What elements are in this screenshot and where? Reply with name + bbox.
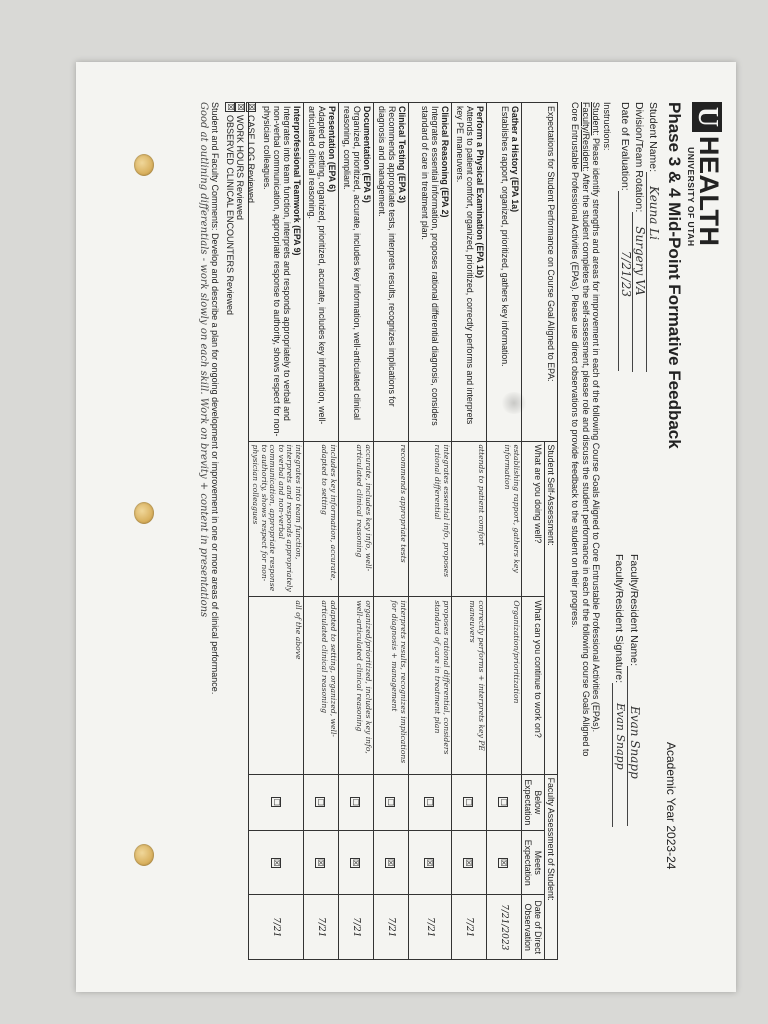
observation-date-cell[interactable]: 7/21 [249, 895, 304, 960]
below-expectation-header: Below Expectation [522, 774, 545, 830]
division-field[interactable] [632, 212, 646, 372]
below-expectation-checkbox[interactable]: ☐ [386, 798, 396, 806]
case-log-checkbox[interactable]: ☒ [246, 103, 256, 111]
checklist-label: CASE LOG Reviewed [246, 115, 256, 204]
table-row [304, 103, 339, 960]
faculty-instructions-label: Faculty/Resident: [581, 102, 591, 172]
goal-description: Establishes rapport, organized, prioritized, gathers key information. [500, 106, 510, 367]
self-continue-cell[interactable]: organized/prioritized, includes key info, well-articulated clinical reasoning [339, 597, 374, 774]
observation-date-cell[interactable]: 7/21/2023 [487, 895, 522, 960]
goal-description: Recommends appropriate tests, interprets results, recognizes implications for diagnosis and management. [377, 106, 397, 407]
self-well-cell[interactable]: establishing rapport, gathers key information [487, 441, 522, 597]
goal-title: Clinical Testing (EPA 3) [397, 106, 407, 204]
self-continue-cell[interactable]: interprets results, recognizes implications for diagnosis + management [374, 597, 409, 774]
self-assessment-header: Student Self-Assessment: [545, 441, 558, 774]
rotated-form [76, 62, 736, 992]
observation-date-cell[interactable]: 7/21 [374, 895, 409, 960]
observation-date-cell[interactable]: 7/21 [339, 895, 374, 960]
paper-smudge [500, 392, 528, 414]
student-info [618, 102, 660, 372]
below-expectation-checkbox[interactable]: ☐ [316, 798, 326, 806]
faculty-signature-label: Faculty/Resident Signature: [613, 554, 625, 683]
goal-description: Attends to patient comfort, organized, prioritized, correctly performs and interprets key PE maneuvers. [455, 106, 475, 425]
instructions-heading: Instructions: [602, 102, 612, 151]
goal-title: Documentation (EPA 5) [362, 106, 372, 203]
goal-header: Expectations for Student Performance on Course Goal Aligned to EPA: [522, 103, 558, 442]
faculty-info [612, 554, 642, 827]
below-expectation-checkbox[interactable]: ☐ [499, 798, 509, 806]
meets-expectation-checkbox[interactable]: ☒ [316, 859, 326, 867]
continue-work-header: What can you continue to work on? [522, 597, 545, 774]
checklist-item[interactable] [246, 102, 257, 315]
below-expectation-checkbox[interactable]: ☐ [464, 798, 474, 806]
observation-date-cell[interactable]: 7/21 [409, 895, 452, 960]
table-row [249, 103, 304, 960]
student-name-value: Keuna Li [647, 186, 661, 241]
review-checklist [225, 102, 257, 315]
student-name-field[interactable] [646, 172, 660, 372]
goal-description: Organized, prioritized, accurate, includes key information, well-articulated clinical reasoning, compliant. [342, 106, 362, 420]
meets-expectation-checkbox[interactable]: ☒ [386, 859, 396, 867]
division-label: Division/Team Rotation: [633, 102, 645, 213]
comments-section [198, 102, 220, 952]
instructions [570, 102, 612, 952]
work-hours-checkbox[interactable]: ☒ [236, 103, 246, 111]
self-well-cell[interactable]: includes key information, accurate, adapted to setting [304, 441, 339, 597]
goal-title: Interprofessional Teamwork (EPA 9) [292, 106, 302, 256]
self-continue-cell[interactable]: Organization/prioritization [487, 597, 522, 774]
self-well-cell[interactable]: attends to patient comfort [452, 441, 487, 597]
goal-title: Perform a Physical Examination (EPA 1b) [475, 106, 485, 279]
below-expectation-checkbox[interactable]: ☐ [271, 798, 281, 806]
logo-health-text: HEALTH [694, 136, 724, 247]
table-row [374, 103, 409, 960]
meets-expectation-checkbox[interactable]: ☒ [351, 859, 361, 867]
self-well-cell[interactable]: integrates into team function, interprets and responds appropriately to verbal and non-verbal communication, appropriate response to authority, shows respect for non-physician colleagues [249, 441, 304, 597]
self-continue-cell[interactable]: all of the above [249, 597, 304, 774]
observed-encounters-checkbox[interactable]: ☒ [225, 103, 235, 111]
meets-expectation-checkbox[interactable]: ☒ [464, 859, 474, 867]
self-well-cell[interactable]: recommends appropriate tests [374, 441, 409, 597]
self-continue-cell[interactable]: adapted to setting, organized, well-articulated clinical reasoning [304, 597, 339, 774]
academic-year: Academic Year 2023-24 [664, 742, 678, 870]
faculty-name-value: Evan Snapp [628, 706, 642, 779]
student-name-label: Student Name: [647, 102, 659, 173]
faculty-instructions [581, 102, 592, 952]
meets-expectation-header: Meets Expectation [522, 831, 545, 895]
observation-date-cell[interactable]: 7/21 [452, 895, 487, 960]
faculty-instructions-continued: Core Entrustable Professional Activities (EPAs). Please use direct observations to provide feedback to the student on their progress. [570, 102, 581, 628]
self-well-cell[interactable]: integrates essential info, proposes rational differential [409, 441, 452, 597]
goal-description: Integrates into team function, interprets and responds appropriately to verbal and non-verbal communication, appropriate response to authority, shows respect for non-physician colleagues. [262, 106, 292, 437]
logo-university-text: UNIVERSITY OF UTAH [686, 147, 696, 247]
faculty-name-field[interactable] [627, 666, 641, 826]
faculty-assessment-header: Faculty Assessment of Student: [545, 774, 558, 959]
table-row [339, 103, 374, 960]
checklist-label: WORK HOURS Reviewed [235, 115, 246, 221]
checklist-item[interactable] [235, 102, 246, 315]
self-well-cell[interactable]: accurate, includes key info, well-articulated clinical reasoning [339, 441, 374, 597]
form-title: Phase 3 & 4 Mid-Point Formative Feedback [665, 102, 684, 449]
goal-description: Adapted to setting, organized, prioritized, accurate, includes key information, well-articulated clinical reasoning. [307, 106, 327, 425]
checklist-label: OBSERVED CLINICAL ENCOUNTERS Reviewed [225, 115, 235, 316]
comments-handwritten[interactable]: Good at outlining differentials - work slowly on each skill. Work on brevity + content in presentations [198, 102, 210, 618]
doing-well-header: What are you doing well? [522, 441, 545, 597]
evaluation-date-label: Date of Evaluation: [619, 102, 631, 191]
goal-description: Integrates essential information, proposes rational differential diagnosis, considers standard of care in treatment plan. [420, 106, 440, 426]
evaluation-date-value: 7/21/23 [619, 250, 633, 297]
self-continue-cell[interactable]: proposes rational differential, considers standard of care in treatment plan [409, 597, 452, 774]
observation-date-header: Date of Direct Observation [522, 895, 545, 960]
comments-label: Student and Faculty Comments: Develop and describe a plan for ongoing development or improvement in one or more areas of clinical performance. [210, 102, 220, 695]
meets-expectation-checkbox[interactable]: ☒ [499, 859, 509, 867]
self-continue-cell[interactable]: correctly performs + interprets key PE maneuvers [452, 597, 487, 774]
student-instructions-text: Please identify strengths and areas for improvement in each of the following Course Goals Aligned to Core Entrustable Professional Activities (EPAs). [591, 135, 602, 733]
faculty-name-label: Faculty/Resident Name: [628, 554, 640, 667]
below-expectation-checkbox[interactable]: ☐ [351, 798, 361, 806]
meets-expectation-checkbox[interactable]: ☒ [425, 859, 435, 867]
student-instructions-label: Student: [591, 102, 602, 136]
faculty-instructions-text: After the student completes the self-assessment, please role and discuss the student performance in each of the following course Goals Aligned to [581, 171, 591, 757]
evaluation-table [248, 102, 558, 960]
student-instructions [591, 102, 602, 952]
meets-expectation-checkbox[interactable]: ☒ [271, 859, 281, 867]
u-logo-icon: U [692, 102, 722, 132]
table-row [487, 103, 522, 960]
goal-title: Clinical Reasoning (EPA 2) [440, 106, 450, 218]
checklist-item[interactable] [225, 102, 236, 315]
observation-date-cell[interactable]: 7/21 [304, 895, 339, 960]
university-logo [686, 102, 722, 247]
evaluation-date-field[interactable] [618, 191, 632, 371]
faculty-signature-field[interactable] [612, 683, 626, 827]
below-expectation-checkbox[interactable]: ☐ [425, 798, 435, 806]
table-row [452, 103, 487, 960]
faculty-signature-value: Evan Snapp [614, 702, 627, 770]
division-value: Surgery VA [633, 226, 647, 296]
goal-title: Presentation (EPA 6) [327, 106, 337, 193]
table-row [409, 103, 452, 960]
goal-title: Gather a History (EPA 1a) [510, 106, 520, 213]
